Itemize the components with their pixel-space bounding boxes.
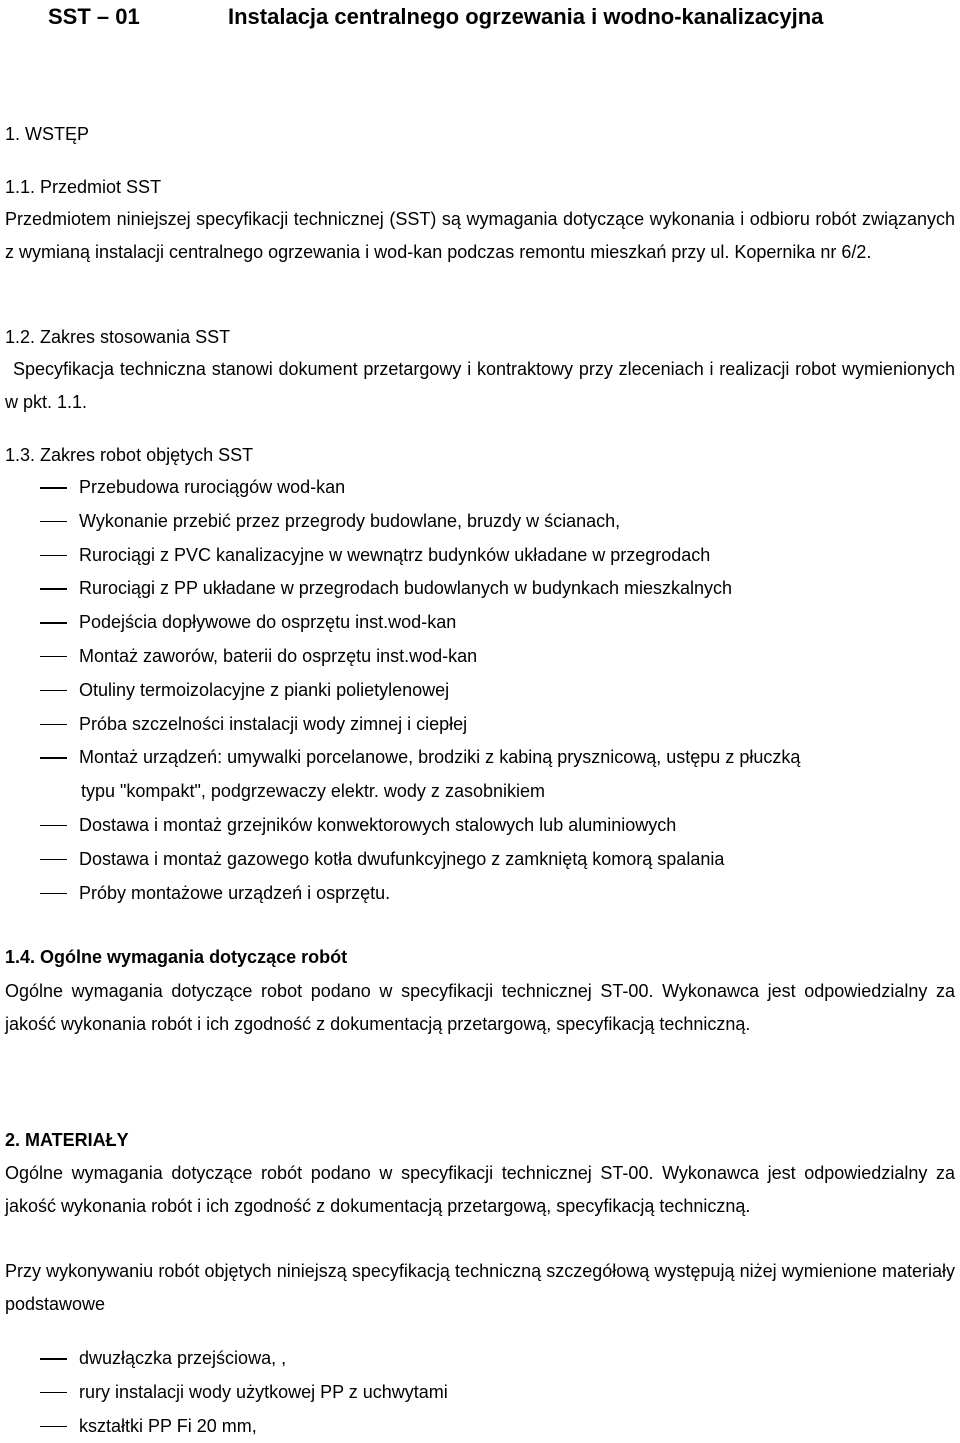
list-item: dwuzłączka przejściowa, , [40, 1342, 955, 1376]
list-item: Przebudowa rurociągów wod-kan [40, 471, 955, 505]
section-1-heading: 1. WSTĘP [5, 124, 90, 144]
dash-bullet [40, 555, 67, 557]
dash-bullet [40, 1358, 67, 1360]
section-2-heading: 2. MATERIAŁY [5, 1130, 129, 1150]
list-item: Próby montażowe urządzeń i osprzętu. [40, 877, 955, 911]
dash-bullet [40, 521, 67, 523]
list-item: Wykonanie przebić przez przegrody budowlane, bruzdy w ścianach, [40, 505, 955, 539]
section-1-3-heading: 1.3. Zakres robot objętych SST [5, 445, 254, 465]
dash-bullet [40, 724, 67, 726]
dash-bullet [40, 622, 67, 624]
dash-bullet [40, 1392, 67, 1394]
section-1-4-text: Ogólne wymagania dotyczące robot podano w specyfikacji technicznej ST-00. Wykonawca jest odpowiedzialny za jakość wykonania robót i ich zgodność z dokumentacją przetargową, specyfikacją techniczną. [5, 981, 955, 1034]
section-2-text-1: Ogólne wymagania dotyczące robót podano w specyfikacji technicznej ST-00. Wykonawca jest odpowiedzialny za jakość wykonania robót i ich zgodność z dokumentacją przetargową, specyfikacją techniczną. [5, 1163, 955, 1216]
dash-bullet [40, 859, 67, 861]
section-1-1-text: Przedmiotem niniejszej specyfikacji technicznej (SST) są wymagania dotyczące wykonania i odbioru robót związanych z wymianą instalacji centralnego ogrzewania i wod-kan podczas remontu mieszkań przy ul. Kopernika nr 6/2. [5, 209, 955, 262]
dash-bullet [40, 588, 67, 590]
dash-bullet [40, 825, 67, 827]
list-item: rury instalacji wody użytkowej PP z uchwytami [40, 1376, 955, 1410]
list-item: Próba szczelności instalacji wody zimnej i ciepłej [40, 708, 955, 742]
list-item: Rurociągi z PVC kanalizacyjne w wewnątrz budynków układane w przegrodach [40, 539, 955, 573]
spec-code: SST – 01 [48, 4, 140, 29]
dash-bullet [40, 1426, 67, 1428]
section-1-4-heading: 1.4. Ogólne wymagania dotyczące robót [5, 947, 348, 967]
dash-bullet [40, 656, 67, 658]
section-1-2-heading: 1.2. Zakres stosowania SST [5, 327, 231, 347]
section-2-text-2: Przy wykonywaniu robót objętych niniejszą specyfikacją techniczną szczegółową występują niżej wymienione materiały podstawowe [5, 1261, 955, 1314]
materials-list [40, 1342, 955, 1443]
works-scope-list [40, 471, 955, 910]
spec-title: Instalacja centralnego ogrzewania i wodno-kanalizacyjna [228, 4, 824, 29]
list-item: Montaż urządzeń: umywalki porcelanowe, brodziki z kabiną prysznicową, ustępu z płuczką typu "kompakt", podgrzewaczy elektr. wody z zasobnikiem [40, 741, 955, 809]
list-item-continuation: typu "kompakt", podgrzewaczy elektr. wody z zasobnikiem [81, 781, 545, 802]
list-item: Rurociągi z PP układane w przegrodach budowlanych w budynkach mieszkalnych [40, 572, 955, 606]
dash-bullet [40, 757, 67, 759]
list-item: Podejścia dopływowe do osprzętu inst.wod-kan [40, 606, 955, 640]
list-item: Dostawa i montaż gazowego kotła dwufunkcyjnego z zamkniętą komorą spalania [40, 843, 955, 877]
dash-bullet [40, 893, 67, 895]
section-1-1-heading: 1.1. Przedmiot SST [5, 177, 162, 197]
page-header [48, 4, 952, 30]
list-item: kształtki PP Fi 20 mm, [40, 1410, 955, 1443]
list-item: Otuliny termoizolacyjne z pianki polietylenowej [40, 674, 955, 708]
list-item: Dostawa i montaż grzejników konwektorowych stalowych lub aluminiowych [40, 809, 955, 843]
dash-bullet [40, 690, 67, 692]
dash-bullet [40, 487, 67, 489]
list-item: Montaż zaworów, baterii do osprzętu inst.wod-kan [40, 640, 955, 674]
section-1-2-text: Specyfikacja techniczna stanowi dokument przetargowy i kontraktowy przy zleceniach i realizacji robot wymienionych w pkt. 1.1. [5, 359, 955, 412]
